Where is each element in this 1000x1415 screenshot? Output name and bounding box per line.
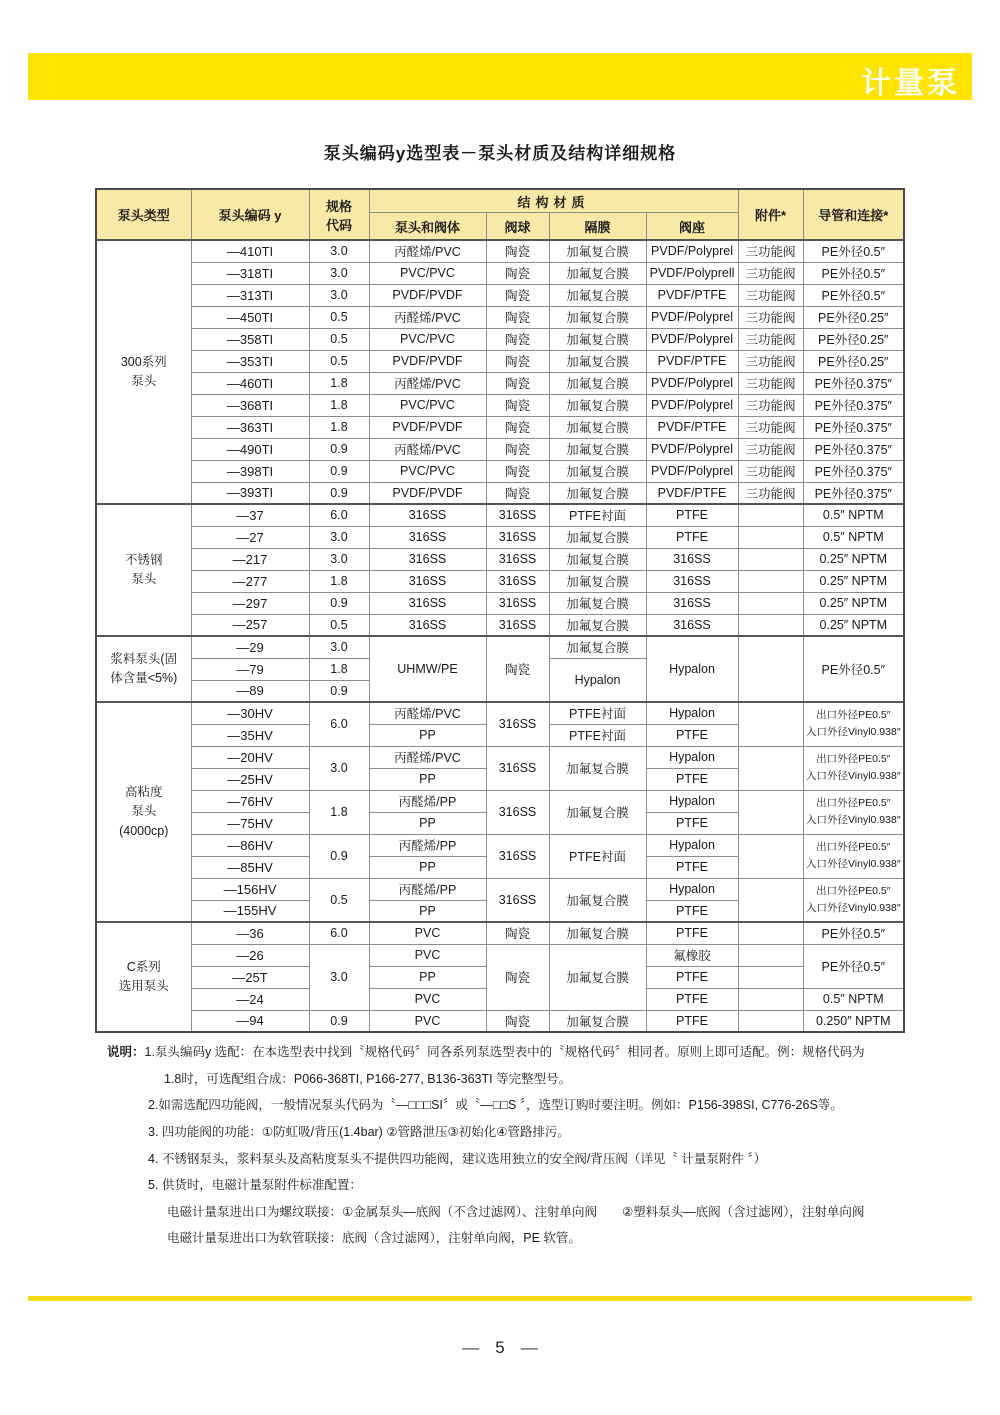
pump-type-label: 高粘度 泵头 (4000cp) <box>96 702 191 922</box>
table-cell: 0.25″ NPTM <box>803 592 904 614</box>
table-header <box>96 189 904 240</box>
banner-title: 计量泵 <box>861 67 960 100</box>
table-cell: PTFE <box>646 966 738 988</box>
col-header-code: 泵头编码 y <box>191 189 309 240</box>
table-cell: PVC/PVC <box>369 328 486 350</box>
table-cell: —313TI <box>191 284 309 306</box>
table-cell: Hypalon <box>646 636 738 702</box>
table-cell: 0.9 <box>309 482 369 504</box>
table-cell: —410TI <box>191 240 309 262</box>
table-cell: 加氟复合膜 <box>549 350 646 372</box>
table-cell: —79 <box>191 658 309 680</box>
table-cell: 加氟复合膜 <box>549 878 646 922</box>
table-cell: 陶瓷 <box>486 262 549 284</box>
table-cell: 加氟复合膜 <box>549 394 646 416</box>
table-cell: PVDF/PTFE <box>646 416 738 438</box>
table-cell: 316SS <box>646 570 738 592</box>
table-cell: 陶瓷 <box>486 416 549 438</box>
table-cell: 丙醛烯/PP <box>369 834 486 856</box>
table-cell: PE外径0.375″ <box>803 416 904 438</box>
notes-section <box>107 1045 922 1258</box>
table-cell: 3.0 <box>309 526 369 548</box>
note-line: 1.8时，可选配组合成：P066-368TI, P166-277, B136-363TI 等完整型号。 <box>164 1071 572 1086</box>
table-cell: 出口外径PE0.5″ 入口外径Vinyl0.938″ <box>803 746 904 790</box>
col-header-structure: 结构材质 <box>369 189 738 213</box>
table-cell: 316SS <box>369 570 486 592</box>
table-cell: 316SS <box>486 614 549 636</box>
table-cell <box>738 1010 803 1032</box>
table-body <box>96 240 904 1032</box>
table-cell: PVC/PVC <box>369 394 486 416</box>
table-cell: PVDF/PVDF <box>369 482 486 504</box>
table-cell: PTFE衬面 <box>549 504 646 526</box>
table-cell: 陶瓷 <box>486 944 549 1010</box>
table-cell: —75HV <box>191 812 309 834</box>
table-cell: 出口外径PE0.5″ 入口外径Vinyl0.938″ <box>803 878 904 922</box>
table-cell: —490TI <box>191 438 309 460</box>
table-cell: 陶瓷 <box>486 306 549 328</box>
col-header-diaphragm: 隔膜 <box>549 213 646 241</box>
table-cell: 0.5 <box>309 614 369 636</box>
page-number-dash-left: — <box>462 1338 480 1357</box>
table-cell <box>738 944 803 966</box>
table-cell: 0.25″ NPTM <box>803 570 904 592</box>
table-cell: 三功能阀 <box>738 416 803 438</box>
table-cell: 加氟复合膜 <box>549 416 646 438</box>
table-cell: 陶瓷 <box>486 1010 549 1032</box>
table-cell: 3.0 <box>309 548 369 570</box>
table-cell: 三功能阀 <box>738 240 803 262</box>
page-title: 泵头编码y选型表－泵头材质及结构详细规格 <box>323 144 677 163</box>
table-cell: —353TI <box>191 350 309 372</box>
table-cell: 加氟复合膜 <box>549 944 646 1010</box>
table-cell: —393TI <box>191 482 309 504</box>
table-cell: —85HV <box>191 856 309 878</box>
table-cell: 三功能阀 <box>738 262 803 284</box>
table-cell: PE外径0.375″ <box>803 372 904 394</box>
table-cell: PVDF/PTFE <box>646 284 738 306</box>
table-cell: PVC/PVC <box>369 460 486 482</box>
table-cell <box>738 570 803 592</box>
table-cell: 加氟复合膜 <box>549 526 646 548</box>
table-cell: 1.8 <box>309 658 369 680</box>
pump-type-label: 浆料泵头(固 体含量<5%) <box>96 636 191 702</box>
table-cell: 丙醛烯/PVC <box>369 372 486 394</box>
note-line: 5. 供货时，电磁计量泵附件标准配置： <box>148 1178 362 1193</box>
table-cell: 6.0 <box>309 702 369 746</box>
table-cell: 三功能阀 <box>738 394 803 416</box>
note-line: 2.如需选配四功能阀，一般情况泵头代码为〝—□□□SI〞或〝—□□S 〞，选型订购时要注明。例如：P156-398SI, C776-26S等。 <box>148 1098 843 1113</box>
table-cell: PVDF/Polyprel <box>646 372 738 394</box>
table-cell <box>738 504 803 526</box>
table-cell: Hypalon <box>646 878 738 900</box>
table-cell: PVDF/PVDF <box>369 416 486 438</box>
table-cell: 陶瓷 <box>486 372 549 394</box>
table-cell: —450TI <box>191 306 309 328</box>
table-cell: 316SS <box>486 790 549 834</box>
table-cell: 0.5 <box>309 328 369 350</box>
table-cell: 0.9 <box>309 460 369 482</box>
table-cell: PTFE <box>646 900 738 922</box>
table-cell: PP <box>369 900 486 922</box>
table-cell: —217 <box>191 548 309 570</box>
col-header-conduit: 导管和连接* <box>803 189 904 240</box>
table-cell: PTFE <box>646 812 738 834</box>
spec-header-line1: 规格 <box>325 198 352 214</box>
table-cell: 丙醛烯/PP <box>369 878 486 900</box>
page-number-dash-right: — <box>520 1338 538 1357</box>
table-cell: 0.9 <box>309 1010 369 1032</box>
table-cell: 316SS <box>486 834 549 878</box>
table-cell: 陶瓷 <box>486 284 549 306</box>
table-cell: 丙醛烯/PVC <box>369 240 486 262</box>
table-cell: PVC <box>369 988 486 1010</box>
table-cell <box>738 614 803 636</box>
table-cell: PVDF/Polyprel <box>646 240 738 262</box>
note-line: 电磁计量泵进出口为螺纹联接：①金属泵头—底阀（不含过滤网）、注射单向阀 ②塑料泵头—底阀（含过滤网），注射单向阀 <box>167 1204 865 1219</box>
table-cell: 0.9 <box>309 438 369 460</box>
table-cell: PE外径0.5″ <box>803 636 904 702</box>
table-cell: PE外径0.375″ <box>803 394 904 416</box>
page-number <box>0 1338 1000 1358</box>
table-cell: PVDF/Polyprel <box>646 460 738 482</box>
table-cell: PVDF/Polyprel <box>646 328 738 350</box>
table-cell: —24 <box>191 988 309 1010</box>
table-cell: 氟橡胶 <box>646 944 738 966</box>
table-cell <box>738 526 803 548</box>
table-cell: PE外径0.5″ <box>803 922 904 944</box>
table-cell: PE外径0.375″ <box>803 460 904 482</box>
table-cell: —20HV <box>191 746 309 768</box>
table-cell: PVDF/Polyprell <box>646 262 738 284</box>
table-cell: PE外径0.375″ <box>803 482 904 504</box>
table-cell: UHMW/PE <box>369 636 486 702</box>
note-line: 4. 不锈钢泵头，浆料泵头及高粘度泵头不提供四功能阀，建议选用独立的安全阀/背压阀（详见〝 计量泵附件 〞） <box>148 1151 767 1166</box>
table-cell: 加氟复合膜 <box>549 592 646 614</box>
table-cell: 0.5 <box>309 878 369 922</box>
table-cell: PTFE衬面 <box>549 724 646 746</box>
pump-type-label: 不锈钢 泵头 <box>96 504 191 636</box>
table-cell: 丙醛烯/PVC <box>369 438 486 460</box>
table-cell: 陶瓷 <box>486 636 549 702</box>
table-cell: PE外径0.5″ <box>803 262 904 284</box>
table-cell: 陶瓷 <box>486 240 549 262</box>
table-cell: PTFE <box>646 768 738 790</box>
table-cell: 316SS <box>369 526 486 548</box>
table-cell: —277 <box>191 570 309 592</box>
table-cell: 加氟复合膜 <box>549 790 646 834</box>
table-cell: 加氟复合膜 <box>549 460 646 482</box>
table-cell: 三功能阀 <box>738 460 803 482</box>
table-cell <box>738 834 803 878</box>
table-cell: 1.8 <box>309 790 369 834</box>
table-cell: PTFE衬面 <box>549 834 646 878</box>
note-text: 1.泵头编码y 选配：在本选型表中找到〝规格代码〞同各系列泵选型表中的〝规格代码〞相同者。原则上即可适配。例：规格代码为 <box>144 1045 865 1059</box>
table-cell: 6.0 <box>309 922 369 944</box>
spec-header-line2: 代码 <box>325 217 352 233</box>
table-cell: PTFE <box>646 922 738 944</box>
table-cell <box>738 922 803 944</box>
table-cell: 陶瓷 <box>486 460 549 482</box>
table-cell: 陶瓷 <box>486 482 549 504</box>
table-cell: Hypalon <box>646 790 738 812</box>
table-cell: —460TI <box>191 372 309 394</box>
table-cell: PP <box>369 812 486 834</box>
table-cell: PVC <box>369 922 486 944</box>
table-cell: 陶瓷 <box>486 350 549 372</box>
table-cell: —35HV <box>191 724 309 746</box>
table-cell: 316SS <box>369 592 486 614</box>
table-cell: 加氟复合膜 <box>549 240 646 262</box>
table-cell: PP <box>369 856 486 878</box>
table-cell: PE外径0.375″ <box>803 438 904 460</box>
table-cell <box>738 702 803 746</box>
table-cell: PTFE衬面 <box>549 702 646 724</box>
table-cell: 出口外径PE0.5″ 入口外径Vinyl0.938″ <box>803 790 904 834</box>
table-cell: PTFE <box>646 988 738 1010</box>
table-cell <box>738 746 803 790</box>
table-cell: —36 <box>191 922 309 944</box>
table-cell: 316SS <box>486 702 549 746</box>
table-cell: 3.0 <box>309 262 369 284</box>
table-cell: 316SS <box>369 548 486 570</box>
table-cell: —37 <box>191 504 309 526</box>
table-cell <box>738 878 803 922</box>
table-cell <box>738 966 803 988</box>
table-cell: PTFE <box>646 724 738 746</box>
table-cell: PP <box>369 768 486 790</box>
table-cell: 0.5″ NPTM <box>803 504 904 526</box>
table-cell: —29 <box>191 636 309 658</box>
table-cell: 3.0 <box>309 240 369 262</box>
table-cell <box>738 636 803 702</box>
table-cell <box>738 790 803 834</box>
table-cell: —297 <box>191 592 309 614</box>
table-cell: PVC <box>369 944 486 966</box>
table-cell: 316SS <box>369 614 486 636</box>
table-cell: 6.0 <box>309 504 369 526</box>
pump-type-label: 300系列 泵头 <box>96 240 191 504</box>
table-cell: PVDF/Polyprel <box>646 438 738 460</box>
table-cell: —358TI <box>191 328 309 350</box>
footer-rule <box>28 1296 972 1301</box>
table-cell: 陶瓷 <box>486 438 549 460</box>
table-cell: 丙醛烯/PVC <box>369 746 486 768</box>
table-cell: 316SS <box>646 548 738 570</box>
table-cell: 0.5 <box>309 306 369 328</box>
table-cell: 加氟复合膜 <box>549 614 646 636</box>
table-cell: 316SS <box>646 614 738 636</box>
table-cell: —26 <box>191 944 309 966</box>
table-cell: —25T <box>191 966 309 988</box>
table-cell: 316SS <box>486 592 549 614</box>
table-cell: 陶瓷 <box>486 922 549 944</box>
table-cell: PVDF/Polyprel <box>646 394 738 416</box>
table-cell: 316SS <box>486 526 549 548</box>
table-cell: —398TI <box>191 460 309 482</box>
table-cell: 三功能阀 <box>738 284 803 306</box>
table-cell: 三功能阀 <box>738 328 803 350</box>
table-cell: PVDF/PVDF <box>369 284 486 306</box>
table-cell: 丙醛烯/PVC <box>369 306 486 328</box>
table-cell: 加氟复合膜 <box>549 262 646 284</box>
table-cell: 三功能阀 <box>738 372 803 394</box>
table-cell: 加氟复合膜 <box>549 636 646 658</box>
table-cell: 3.0 <box>309 944 369 1010</box>
table-cell: 0.5″ NPTM <box>803 988 904 1010</box>
note-line: 电磁计量泵进出口为软管联接：底阀（含过滤网），注射单向阀，PE 软管。 <box>167 1231 581 1246</box>
table-cell: PE外径0.25″ <box>803 328 904 350</box>
table-cell: 0.25″ NPTM <box>803 548 904 570</box>
table-cell: Hypalon <box>549 658 646 702</box>
note-line: 3. 四功能阀的功能：①防虹吸/背压(1.4bar) ②管路泄压③初始化④管路排污。 <box>148 1124 570 1139</box>
table-cell: Hypalon <box>646 702 738 724</box>
table-cell: 1.8 <box>309 570 369 592</box>
table-cell: —30HV <box>191 702 309 724</box>
table-cell: PVDF/PVDF <box>369 350 486 372</box>
table-cell: 0.25″ NPTM <box>803 614 904 636</box>
col-header-valve-seat: 阀座 <box>646 213 738 241</box>
table-cell: —86HV <box>191 834 309 856</box>
notes-label: 说明： <box>107 1045 145 1059</box>
table-cell: 三功能阀 <box>738 482 803 504</box>
table-cell: —156HV <box>191 878 309 900</box>
table-cell: 加氟复合膜 <box>549 746 646 790</box>
table-cell: 加氟复合膜 <box>549 922 646 944</box>
table-cell: —368TI <box>191 394 309 416</box>
table-cell: 加氟复合膜 <box>549 548 646 570</box>
table-cell: 0.5″ NPTM <box>803 526 904 548</box>
table-cell: Hypalon <box>646 746 738 768</box>
table-cell: 3.0 <box>309 746 369 790</box>
table-cell: PP <box>369 966 486 988</box>
table-cell: 陶瓷 <box>486 328 549 350</box>
col-header-pump-type: 泵头类型 <box>96 189 191 240</box>
page-number-value: 5 <box>495 1338 505 1357</box>
note-line <box>107 1045 922 1061</box>
table-cell: 加氟复合膜 <box>549 482 646 504</box>
table-cell: 加氟复合膜 <box>549 1010 646 1032</box>
table-cell: —27 <box>191 526 309 548</box>
table-cell: 加氟复合膜 <box>549 570 646 592</box>
table-cell: PVC/PVC <box>369 262 486 284</box>
table-cell: 0.5 <box>309 350 369 372</box>
table-cell: 316SS <box>486 570 549 592</box>
table-cell: PVDF/PTFE <box>646 350 738 372</box>
table-cell: PTFE <box>646 504 738 526</box>
table-cell: PE外径0.5″ <box>803 284 904 306</box>
table-cell: 1.8 <box>309 416 369 438</box>
table-cell: 0.250″ NPTM <box>803 1010 904 1032</box>
table-cell: —76HV <box>191 790 309 812</box>
table-cell: 1.8 <box>309 372 369 394</box>
table-cell: 陶瓷 <box>486 394 549 416</box>
table-cell: PVDF/PTFE <box>646 482 738 504</box>
table-cell: PTFE <box>646 526 738 548</box>
table-cell: 丙醛烯/PP <box>369 790 486 812</box>
table-cell: 3.0 <box>309 636 369 658</box>
table-cell <box>738 592 803 614</box>
col-header-head-valve-body: 泵头和阀体 <box>369 213 486 241</box>
table-cell: 0.9 <box>309 592 369 614</box>
table-cell: 316SS <box>486 746 549 790</box>
table-cell: 三功能阀 <box>738 350 803 372</box>
table-cell: 出口外径PE0.5″ 入口外径Vinyl0.938″ <box>803 702 904 746</box>
table-cell <box>738 548 803 570</box>
table-cell <box>738 988 803 1010</box>
pump-type-label: C系列 选用泵头 <box>96 922 191 1032</box>
page-banner <box>28 53 972 100</box>
table-cell: PE外径0.25″ <box>803 350 904 372</box>
table-cell: —363TI <box>191 416 309 438</box>
table-cell: PE外径0.5″ <box>803 240 904 262</box>
table-cell: 316SS <box>486 548 549 570</box>
table-cell: 加氟复合膜 <box>549 438 646 460</box>
col-header-accessory: 附件* <box>738 189 803 240</box>
table-cell: —25HV <box>191 768 309 790</box>
pump-head-selection-table <box>95 188 905 1033</box>
table-cell: 加氟复合膜 <box>549 328 646 350</box>
table-cell: —257 <box>191 614 309 636</box>
col-header-spec <box>309 189 369 240</box>
table-cell: PE外径0.5″ <box>803 944 904 988</box>
table-cell: 316SS <box>646 592 738 614</box>
table-cell: Hypalon <box>646 834 738 856</box>
table-cell: 出口外径PE0.5″ 入口外径Vinyl0.938″ <box>803 834 904 878</box>
table-cell: —318TI <box>191 262 309 284</box>
table-cell: 0.9 <box>309 680 369 702</box>
table-cell: 316SS <box>369 504 486 526</box>
table-cell: 三功能阀 <box>738 438 803 460</box>
table-cell: 316SS <box>486 878 549 922</box>
selection-table-wrap <box>95 188 905 1033</box>
table-cell: PE外径0.25″ <box>803 306 904 328</box>
table-cell: PVDF/Polyprel <box>646 306 738 328</box>
table-cell: 丙醛烯/PVC <box>369 702 486 724</box>
table-cell: 1.8 <box>309 394 369 416</box>
table-cell: 3.0 <box>309 284 369 306</box>
table-cell: PTFE <box>646 856 738 878</box>
table-cell: 加氟复合膜 <box>549 306 646 328</box>
table-cell: PTFE <box>646 1010 738 1032</box>
table-cell: PVC <box>369 1010 486 1032</box>
table-cell: —89 <box>191 680 309 702</box>
table-cell: PP <box>369 724 486 746</box>
table-cell: 316SS <box>486 504 549 526</box>
table-cell: —155HV <box>191 900 309 922</box>
table-cell: 三功能阀 <box>738 306 803 328</box>
col-header-valve-ball: 阀球 <box>486 213 549 241</box>
table-cell: 加氟复合膜 <box>549 284 646 306</box>
table-cell: 0.9 <box>309 834 369 878</box>
table-cell: —94 <box>191 1010 309 1032</box>
table-cell: 加氟复合膜 <box>549 372 646 394</box>
